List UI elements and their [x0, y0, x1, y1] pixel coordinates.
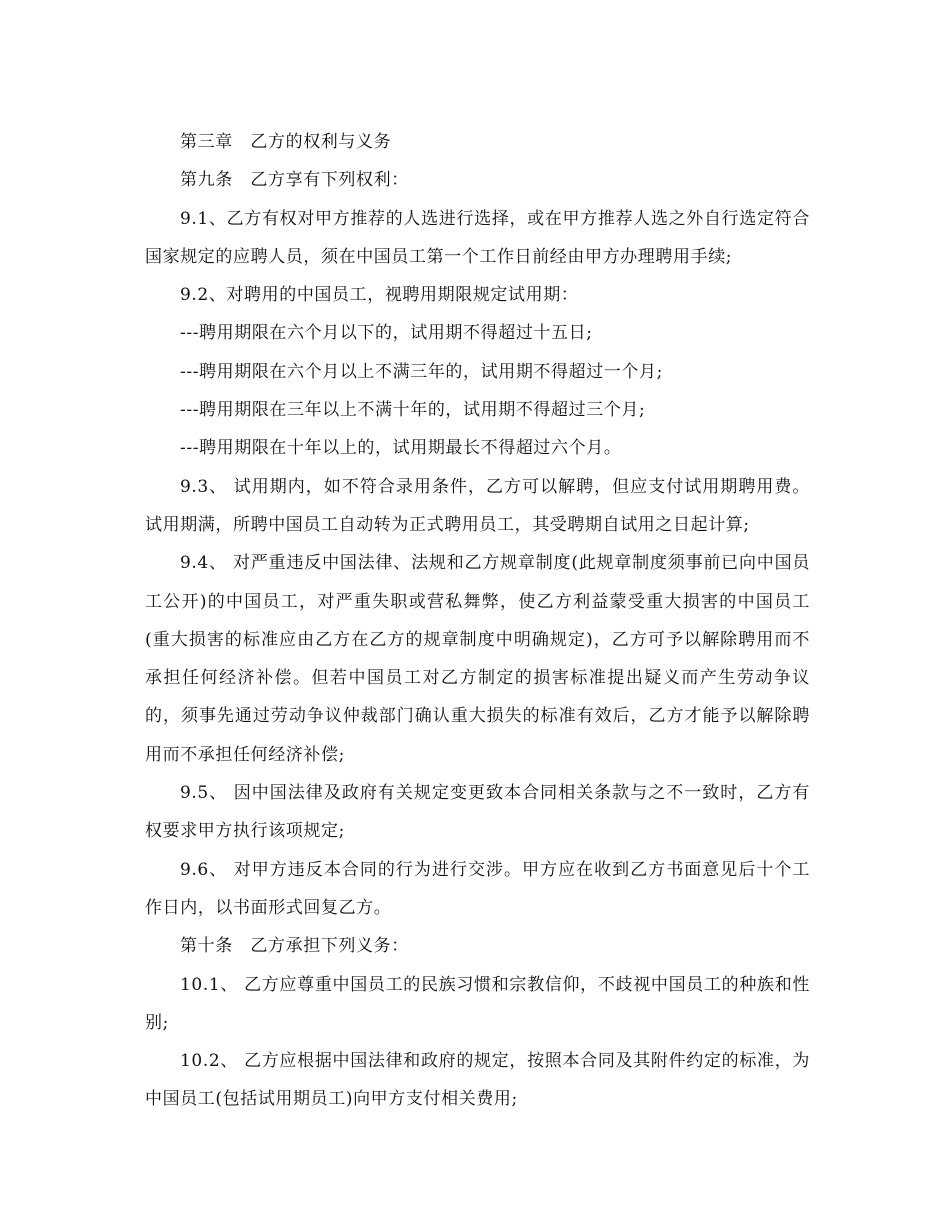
- chapter-heading: 第三章 乙方的权利与义务: [180, 132, 392, 152]
- list-item: ---聘用期限在六个月以下的，试用期不得超过十五日;: [180, 323, 593, 344]
- clause-paragraph: 10.1、 乙方应尊重中国员工的民族习惯和宗教信仰，不歧视中国员工的种族和性别;: [145, 974, 810, 1033]
- clause-paragraph: 9.5、 因中国法律及政府有关规定变更致本合同相关条款与之不一致时，乙方有权要求甲方执行该项规定;: [145, 783, 810, 842]
- document-body: [145, 123, 810, 1119]
- clause-paragraph: 9.6、 对甲方违反本合同的行为进行交涉。甲方应在收到乙方书面意见后十个工作日内，以书面形式回复乙方。: [145, 859, 810, 918]
- list-item: ---聘用期限在三年以上不满十年的，试用期不得超过三个月;: [180, 400, 646, 421]
- clause-paragraph: 9.2、对聘用的中国员工，视聘用期限规定试用期：: [180, 285, 579, 306]
- clause-paragraph: 10.2、 乙方应根据中国法律和政府的规定，按照本合同及其附件约定的标准，为中国员工(包括试用期员工)向甲方支付相关费用;: [145, 1051, 810, 1110]
- clause-paragraph: 9.3、 试用期内，如不符合录用条件，乙方可以解聘，但应支付试用期聘用费。试用期满，所聘中国员工自动转为正式聘用员工，其受聘期自试用之日起计算;: [145, 476, 810, 535]
- list-item: ---聘用期限在十年以上的，试用期最长不得超过六个月。: [180, 438, 622, 459]
- list-item: ---聘用期限在六个月以上不满三年的，试用期不得超过一个月;: [180, 361, 663, 382]
- article-heading: 第九条 乙方享有下列权利：: [180, 170, 409, 191]
- article-heading: 第十条 乙方承担下列义务：: [180, 936, 409, 957]
- clause-paragraph: 9.1、乙方有权对甲方推荐的人选进行选择，或在甲方推荐人选之外自行选定符合国家规定的应聘人员，须在中国员工第一个工作日前经由甲方办理聘用手续;: [145, 208, 810, 267]
- clause-paragraph: 9.4、 对严重违反中国法律、法规和乙方规章制度(此规章制度须事前已向中国员工公开)的中国员工，对严重失职或营私舞弊，使乙方利益蒙受重大损害的中国员工(重大损害的标准应由乙方在乙方的规章制度中明确规定)，乙方可予以解除聘用而不承担任何经济补偿。但若中国员工对乙方制定的损害标准提出疑义而产生劳动争议的，须事先通过劳动争议仲裁部门确认重大损失的标准有效后，乙方才能予以解除聘用而不承担任何经济补偿;: [145, 553, 810, 765]
